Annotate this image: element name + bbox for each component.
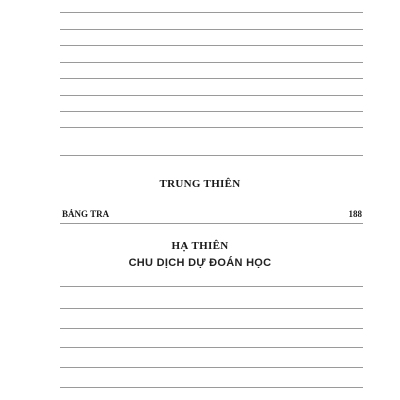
toc-row-bang-tra[interactable]: [62, 209, 362, 220]
divider: [60, 286, 363, 287]
section-title-ha-thien: HẠ THIÊN: [171, 240, 229, 252]
divider: [60, 78, 363, 79]
section-title-trung-thien: TRUNG THIÊN: [159, 178, 241, 190]
divider: [60, 223, 363, 224]
bang-tra-page: 188: [348, 209, 362, 219]
divider: [60, 62, 363, 63]
divider: [60, 308, 363, 309]
section-subtitle: CHU DỊCH DỰ ĐOÁN HỌC: [128, 257, 272, 269]
divider: [60, 155, 363, 156]
divider: [60, 45, 363, 46]
divider: [60, 12, 363, 13]
divider: [60, 111, 363, 112]
divider: [60, 347, 363, 348]
divider: [60, 367, 363, 368]
divider: [60, 387, 363, 388]
divider: [60, 95, 363, 96]
divider: [60, 29, 363, 30]
divider: [60, 127, 363, 128]
bang-tra-label: BẢNG TRA: [62, 209, 110, 219]
divider: [60, 328, 363, 329]
